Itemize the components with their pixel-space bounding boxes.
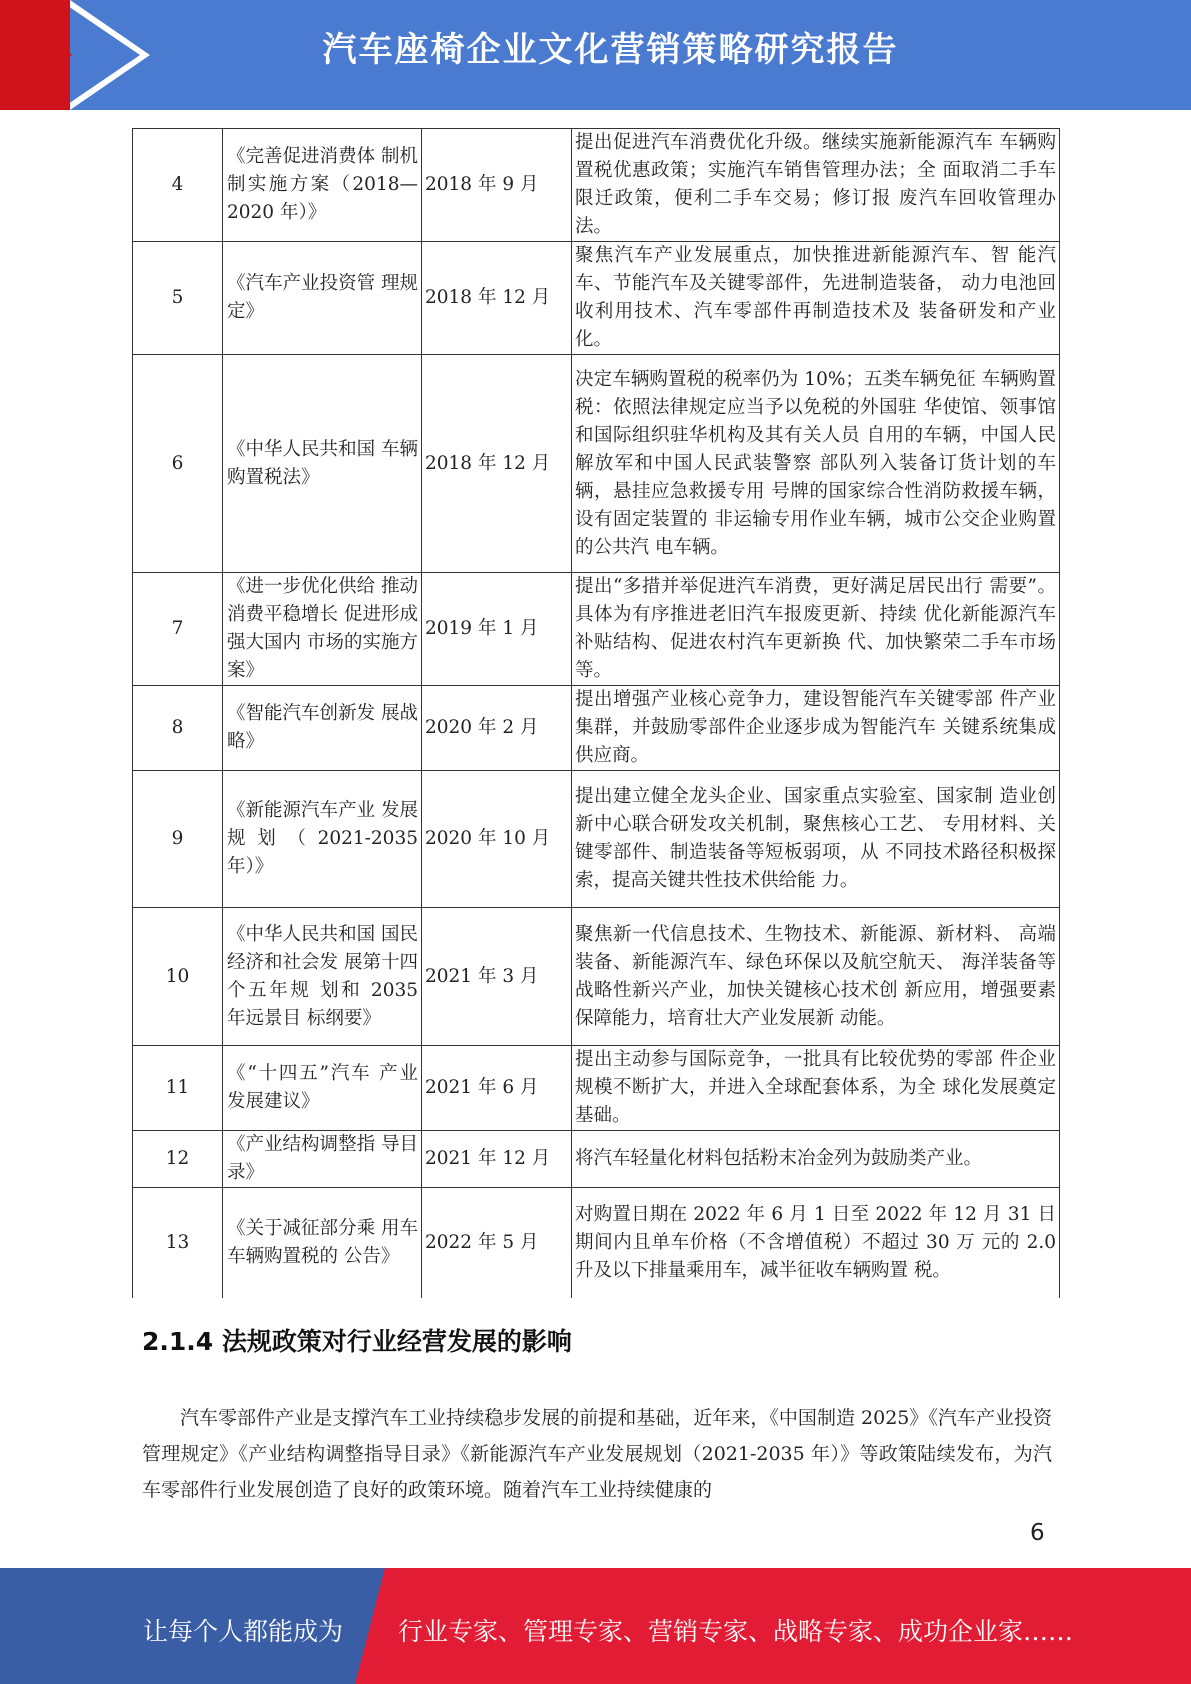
report-title: 汽车座椅企业文化营销策略研究报告 xyxy=(322,30,899,70)
policy-name: 《进一步优化供给 推动消费平稳增长 促进形成强大国内 市场的实施方案》 xyxy=(223,573,422,686)
policy-date: 2019 年 1 月 xyxy=(422,573,572,686)
policy-name: 《“十四五”汽车 产业发展建议》 xyxy=(223,1046,422,1131)
row-number: 9 xyxy=(133,771,223,908)
row-number: 8 xyxy=(133,686,223,771)
policy-content: 提出“多措并举促进汽车消费，更好满足居民出行 需要”。具体为有序推进老旧汽车报废更新、持续 优化新能源汽车补贴结构、促进农村汽车更新换 代、加快繁荣二手车市场等。 xyxy=(572,573,1060,686)
section-paragraph: 汽车零部件产业是支撑汽车工业持续稳步发展的前提和基础，近年来，《中国制造 2025》《汽车产业投资管理规定》《产业结构调整指导目录》《新能源汽车产业发展规划（2021-2035 年）》等政策陆续发布，为汽车零部件行业发展创造了良好的政策环境。随着汽车工业持续健康的 xyxy=(142,1407,1052,1501)
policy-name: 《汽车产业投资管 理规定》 xyxy=(223,242,422,355)
policy-table-body xyxy=(133,129,1060,1298)
row-number: 7 xyxy=(133,573,223,686)
policy-content: 对购置日期在 2022 年 6 月 1 日至 2022 年 12 月 31 日期间内且单车价格（不含增值税）不超过 30 万 元的 2.0 升及以下排量乘用车，减半征收车辆购置 税。 xyxy=(572,1188,1060,1298)
row-number: 4 xyxy=(133,129,223,242)
policy-name: 《智能汽车创新发 展战略》 xyxy=(223,686,422,771)
policy-name: 《新能源汽车产业 发展规划（2021-2035 年）》 xyxy=(223,771,422,908)
policy-content: 决定车辆购置税的税率仍为 10%；五类车辆免征 车辆购置税：依照法律规定应当予以免税的外国驻 华使馆、领事馆和国际组织驻华机构及其有关人员 自用的车辆，中国人民解放军和中国人民武装警察 部队列入装备订货计划的车辆，悬挂应急救援专用 号牌的国家综合性消防救援车辆，设有固定装置的 非运输专用作业车辆，城市公交企业购置的公共汽 电车辆。 xyxy=(572,355,1060,573)
policy-date: 2020 年 2 月 xyxy=(422,686,572,771)
row-number: 12 xyxy=(133,1131,223,1188)
row-number: 13 xyxy=(133,1188,223,1298)
page-footer xyxy=(0,1568,1191,1684)
policy-content: 聚焦汽车产业发展重点，加快推进新能源汽车、智 能汽车、节能汽车及关键零部件，先进制造装备， 动力电池回收利用技术、汽车零部件再制造技术及 装备研发和产业化。 xyxy=(572,242,1060,355)
policy-date: 2020 年 10 月 xyxy=(422,771,572,908)
table-row xyxy=(133,129,1060,242)
row-number: 6 xyxy=(133,355,223,573)
policy-date: 2018 年 9 月 xyxy=(422,129,572,242)
policy-content: 提出建立健全龙头企业、国家重点实验室、国家制 造业创新中心联合研发攻关机制，聚焦核心工艺、 专用材料、关键零部件、制造装备等短板弱项，从 不同技术路径积极探索，提高关键共性技术供给能 力。 xyxy=(572,771,1060,908)
policy-date: 2021 年 12 月 xyxy=(422,1131,572,1188)
policy-table xyxy=(132,128,1060,1298)
policy-content: 提出增强产业核心竞争力，建设智能汽车关键零部 件产业集群，并鼓励零部件企业逐步成为智能汽车 关键系统集成供应商。 xyxy=(572,686,1060,771)
table-row xyxy=(133,573,1060,686)
table-row xyxy=(133,908,1060,1046)
policy-content: 提出主动参与国际竞争，一批具有比较优势的零部 件企业规模不断扩大，并进入全球配套体系，为全 球化发展奠定基础。 xyxy=(572,1046,1060,1131)
page-header xyxy=(0,0,1191,110)
policy-name: 《中华人民共和国 国民经济和社会发 展第十四个五年规 划和 2035 年远景目 标纲要》 xyxy=(223,908,422,1046)
table-row xyxy=(133,1046,1060,1131)
section-heading: 2.1.4 法规政策对行业经营发展的影响 xyxy=(142,1327,572,1356)
footer-slogan-right: 行业专家、管理专家、营销专家、战略专家、成功企业家…… xyxy=(398,1617,1074,1646)
row-number: 5 xyxy=(133,242,223,355)
policy-name: 《产业结构调整指 导目录》 xyxy=(223,1131,422,1188)
policy-date: 2021 年 6 月 xyxy=(422,1046,572,1131)
policy-content: 聚焦新一代信息技术、生物技术、新能源、新材料、 高端装备、新能源汽车、绿色环保以及航空航天、 海洋装备等战略性新兴产业，加快关键核心技术创 新应用，增强要素保障能力，培育壮大产业发展新 动能。 xyxy=(572,908,1060,1046)
table-row xyxy=(133,242,1060,355)
table-row xyxy=(133,686,1060,771)
table-row xyxy=(133,355,1060,573)
policy-name: 《中华人民共和国 车辆购置税法》 xyxy=(223,355,422,573)
policy-date: 2022 年 5 月 xyxy=(422,1188,572,1298)
table-row xyxy=(133,1188,1060,1298)
footer-slogan-left: 让每个人都能成为 xyxy=(143,1617,344,1646)
policy-date: 2021 年 3 月 xyxy=(422,908,572,1046)
row-number: 11 xyxy=(133,1046,223,1131)
table-row xyxy=(133,771,1060,908)
row-number: 10 xyxy=(133,908,223,1046)
policy-date: 2018 年 12 月 xyxy=(422,355,572,573)
page-number: 6 xyxy=(1030,1520,1045,1546)
policy-content: 提出促进汽车消费优化升级。继续实施新能源汽车 车辆购置税优惠政策；实施汽车销售管理办法；全 面取消二手车限迁政策，便利二手车交易；修订报 废汽车回收管理办法。 xyxy=(572,129,1060,242)
policy-content: 将汽车轻量化材料包括粉末冶金列为鼓励类产业。 xyxy=(572,1131,1060,1188)
table-row xyxy=(133,1131,1060,1188)
policy-name: 《完善促进消费体 制机制实施方案（2018—2020 年）》 xyxy=(223,129,422,242)
policy-name: 《关于减征部分乘 用车车辆购置税的 公告》 xyxy=(223,1188,422,1298)
policy-date: 2018 年 12 月 xyxy=(422,242,572,355)
